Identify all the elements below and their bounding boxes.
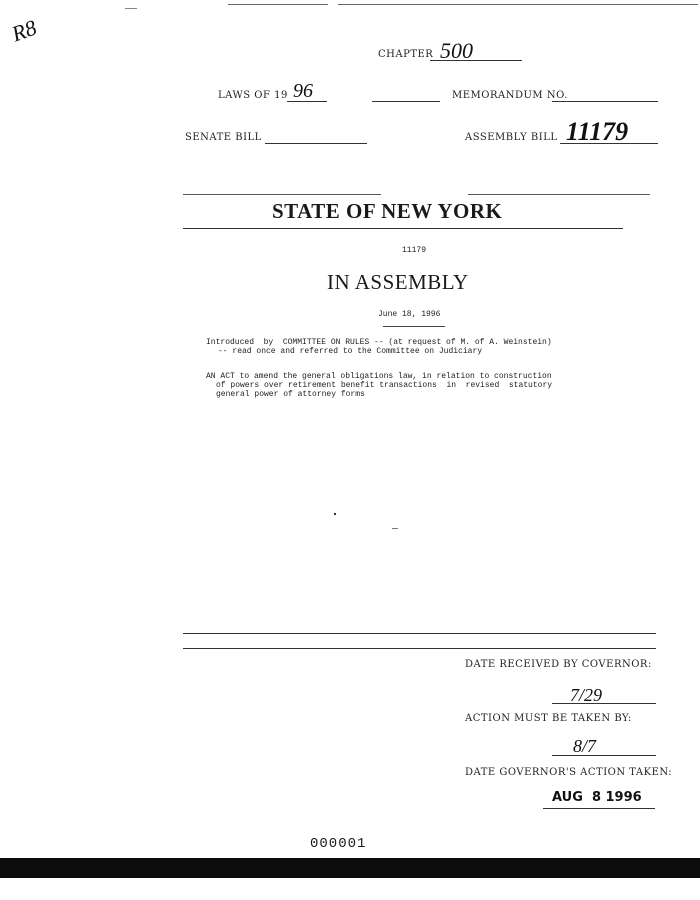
intro-line-1: Introduced by COMMITTEE ON RULES -- (at request of M. of A. Weinstein) xyxy=(206,338,552,347)
top-dash-3 xyxy=(338,4,698,5)
laws-label: LAWS OF 19 xyxy=(218,90,288,101)
action-stamp: AUG 8 1996 xyxy=(552,790,642,805)
bill-number: 11179 xyxy=(402,246,427,255)
state-title: STATE OF NEW YORK xyxy=(272,199,503,223)
laws-value: 96 xyxy=(293,80,313,102)
senate-label: SENATE BILL xyxy=(185,132,262,143)
bill-top-line-right xyxy=(468,194,650,195)
speck-dot xyxy=(334,513,336,515)
act-line-3: general power of attorney forms xyxy=(216,390,365,399)
assembly-underline xyxy=(560,143,658,144)
assembly-value: 11179 xyxy=(566,117,629,146)
top-dash-2 xyxy=(228,4,328,5)
speck-dash xyxy=(392,528,398,529)
action-underline xyxy=(543,808,655,809)
assembly-label: ASSEMBLY BILL xyxy=(465,132,558,143)
act-line-1: AN ACT to amend the general obligations law, in relation to construction xyxy=(206,372,552,381)
bill-top-line-left xyxy=(183,194,381,195)
state-underline xyxy=(183,228,623,229)
top-dash-1 xyxy=(125,8,137,9)
bottom-line-1 xyxy=(183,633,656,634)
laws-blank-line xyxy=(372,101,440,102)
received-underline xyxy=(552,703,656,704)
chapter-value: 500 xyxy=(440,38,473,63)
house-title: IN ASSEMBLY xyxy=(327,270,469,294)
received-label: DATE RECEIVED BY COVERNOR: xyxy=(465,659,652,670)
page-number: 000001 xyxy=(310,836,367,852)
deadline-label: ACTION MUST BE TAKEN BY: xyxy=(465,713,632,724)
bottom-line-2 xyxy=(183,648,656,649)
senate-underline xyxy=(265,143,367,144)
date-underline xyxy=(383,326,445,327)
chapter-underline xyxy=(430,60,522,61)
act-line-2: of powers over retirement benefit transactions in revised statutory xyxy=(216,381,553,390)
chapter-label: CHAPTER xyxy=(378,49,434,60)
action-label: DATE GOVERNOR'S ACTION TAKEN: xyxy=(465,767,673,778)
deadline-underline xyxy=(552,755,656,756)
deadline-value: 8/7 xyxy=(573,736,597,756)
margin-note: R8 xyxy=(8,14,40,47)
laws-underline xyxy=(287,101,327,102)
bottom-scan-bar xyxy=(0,858,700,878)
bill-date: June 18, 1996 xyxy=(378,310,441,319)
memo-underline xyxy=(552,101,658,102)
intro-line-2: -- read once and referred to the Committee on Judiciary xyxy=(218,347,483,356)
received-value: 7/29 xyxy=(570,685,603,705)
memo-label: MEMORANDUM NO. xyxy=(452,90,568,101)
